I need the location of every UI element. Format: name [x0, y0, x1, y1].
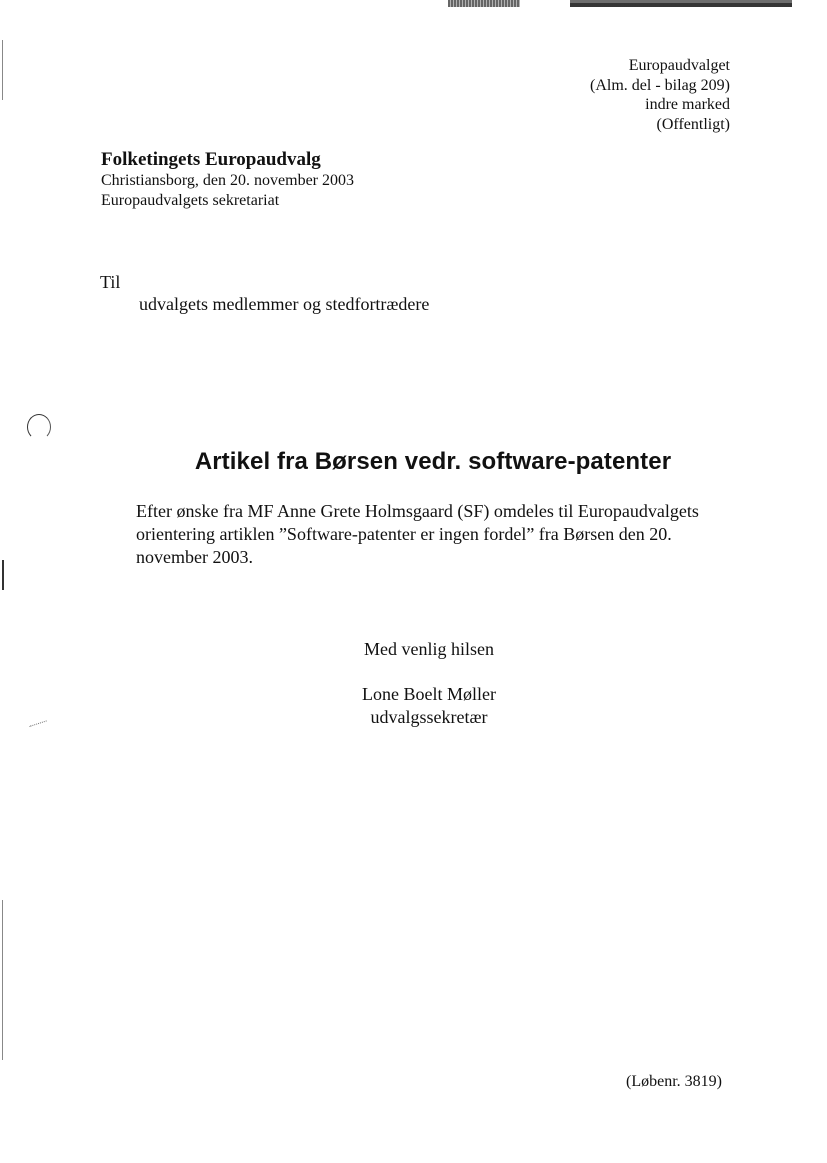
reference-block [590, 56, 730, 134]
closing-greeting: Med venlig hilsen [364, 639, 494, 659]
reference-classification: (Offentligt) [656, 115, 730, 133]
punch-hole-icon [27, 414, 51, 440]
scan-edge-mark [2, 900, 3, 1060]
recipient-list: udvalgets medlemmer og stedfortrædere [139, 294, 430, 314]
signer-title: udvalgssekretær [370, 707, 488, 727]
signature-block [330, 683, 528, 729]
scan-edge-mark [2, 560, 4, 590]
sender-block [101, 149, 354, 210]
sender-place-date: Christiansborg, den 20. november 2003 [101, 172, 355, 189]
body-paragraph [136, 500, 736, 569]
scan-artifact-top-left [448, 0, 520, 7]
closing-block [330, 639, 528, 729]
reference-annex: (Alm. del - bilag 209) [590, 76, 730, 94]
body-line: november 2003. [136, 547, 253, 567]
reference-committee: Europaudvalget [628, 57, 730, 74]
body-line: Efter ønske fra MF Anne Grete Holmsgaard (SF) omdeles til Europaudvalgets [136, 501, 699, 521]
document-title: Artikel fra Børsen vedr. software-patenter [194, 448, 672, 475]
body-line: orientering artiklen ”Software-patenter er ingen fordel” fra Børsen den 20. [136, 524, 672, 544]
recipient-label: Til [100, 272, 121, 292]
sender-name: Folketingets Europaudvalg [101, 149, 321, 170]
scan-smudge [29, 720, 48, 732]
reference-topic: indre marked [645, 96, 730, 113]
serial-number: (Løbenr. 3819) [626, 1073, 722, 1090]
scan-artifact-top-right [570, 0, 792, 7]
sender-office: Europaudvalgets sekretariat [101, 191, 280, 209]
signer-name: Lone Boelt Møller [362, 684, 496, 704]
scan-edge-mark [2, 40, 3, 100]
